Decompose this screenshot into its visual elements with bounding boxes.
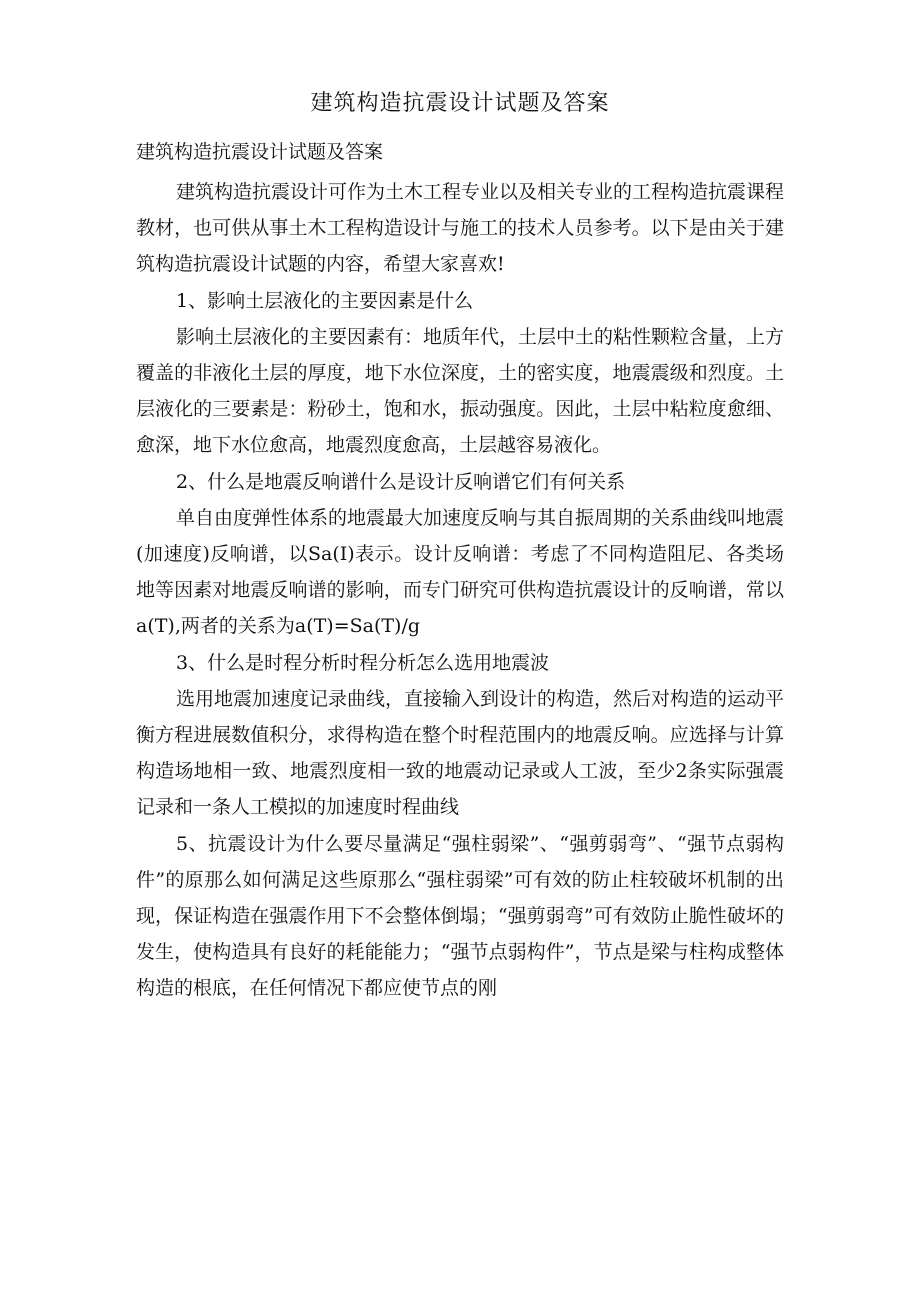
question-3-heading: 3、什么是时程分析时程分析怎么选用地震波 <box>176 651 550 674</box>
answer-2-paragraph: 单自由度弹性体系的地震最大加速度反响与其自振周期的关系曲线叫地震(加速度)反响谱，以Sa(I)表示。设计反响谱：考虑了不同构造阻尼、各类场地等因素对地震反响谱的影响，而专门研究可供构造抗震设计的反响谱，常以a(T),两者的关系为a(T)=Sa(T)/g <box>136 506 785 638</box>
question-1-heading: 1、影响土层液化的主要因素是什么 <box>176 289 474 312</box>
question-5-paragraph: 5、抗震设计为什么要尽量满足“强柱弱梁”、“强剪弱弯”、“强节点弱构件”的原那么如何满足这些原那么“强柱弱梁”可有效的防止柱较破坏机制的出现，保证构造在强震作用下不会整体倒塌；“强剪弱弯”可有效防止脆性破坏的发生，使构造具有良好的耗能能力；“强节点弱构件”，节点是梁与柱构成整体构造的根底，在任何情况下都应使节点的刚 <box>136 832 784 1000</box>
question-2-heading: 2、什么是地震反响谱什么是设计反响谱它们有何关系 <box>176 470 626 493</box>
intro-paragraph: 建筑构造抗震设计可作为土木工程专业以及相关专业的工程构造抗震课程教材，也可供从事土木工程构造设计与施工的技术人员参考。以下是由关于建筑构造抗震设计试题的内容，希望大家喜欢! <box>136 181 785 276</box>
document-subtitle: 建筑构造抗震设计试题及答案 <box>136 141 384 163</box>
answer-1-paragraph: 影响土层液化的主要因素有：地质年代，土层中土的粘性颗粒含量，上方覆盖的非液化土层的厚度，地下水位深度，土的密实度，地震震级和烈度。土层液化的三要素是：粉砂土，饱和水，振动强度。因此，土层中粘粒度愈细、愈深，地下水位愈高，地震烈度愈高，土层越容易液化。 <box>136 325 785 457</box>
document-title: 建筑构造抗震设计试题及答案 <box>310 91 610 116</box>
answer-3-paragraph: 选用地震加速度记录曲线，直接输入到设计的构造，然后对构造的运动平衡方程进展数值积分，求得构造在整个时程范围内的地震反响。应选择与计算构造场地相一致、地震烈度相一致的地震动记录或人工波，至少2条实际强震记录和一条人工模拟的加速度时程曲线 <box>136 687 785 819</box>
document-body <box>136 174 784 1007</box>
